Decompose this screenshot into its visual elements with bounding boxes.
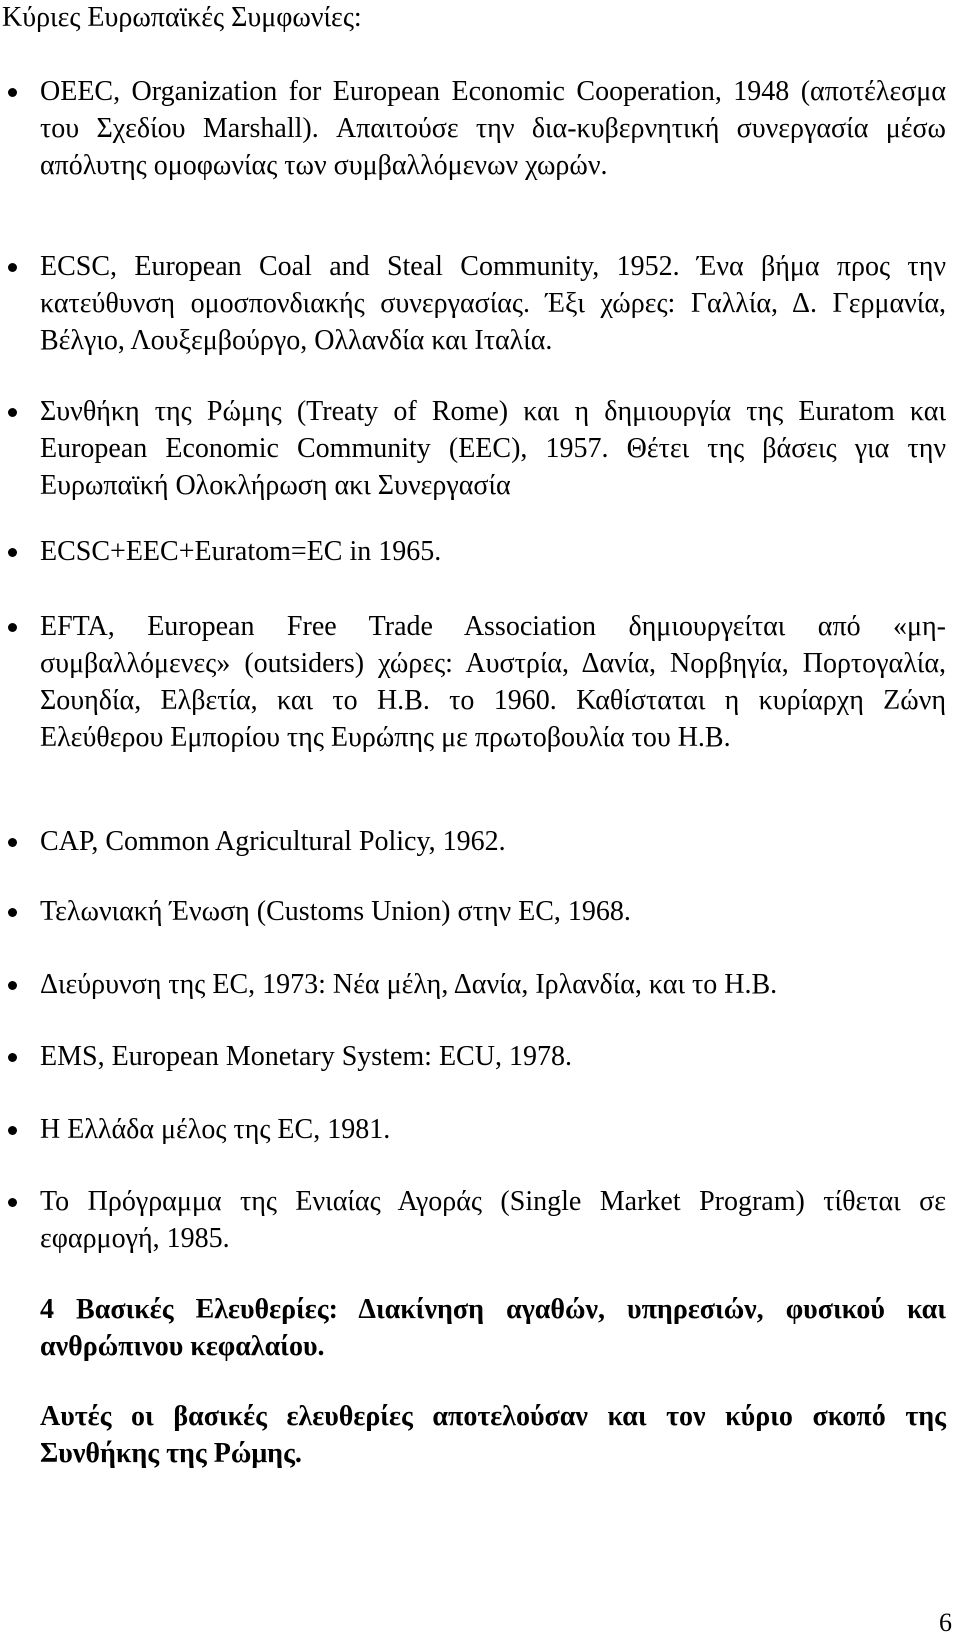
- list-item-oeec: OEEC, Organization for European Economic Cooperation, 1948 (αποτέλεσμα του Σχεδίου Marshall). Απαιτούσε την δια-κυβερνητική συνεργασία μέσω απόλυτης ομοφωνίας των συμβαλλόμενων χωρών.: [40, 73, 946, 184]
- paragraph-treaty-aims: Αυτές οι βασικές ελευθερίες αποτελούσαν και τον κύριο σκοπό της Συνθήκης της Ρώμης.: [40, 1401, 946, 1469]
- list-item-ems: EMS, European Monetary System: ECU, 1978.: [40, 1038, 946, 1075]
- list-item-customs-union: Τελωνιακή Ένωση (Customs Union) στην EC, 1968.: [40, 893, 946, 930]
- list-item-enlargement-1973: Διεύρυνση της EC, 1973: Νέα μέλη, Δανία, Ιρλανδία, και το Η.Β.: [40, 966, 946, 1003]
- paragraph-four-freedoms: 4 Βασικές Ελευθερίες: Διακίνηση αγαθών, υπηρεσιών, φυσικού και ανθρώπινου κεφαλαίου.: [40, 1294, 946, 1362]
- page-title: Κύριες Ευρωπαϊκές Συμφωνίες:: [2, 2, 362, 33]
- list-item-cap: CAP, Common Agricultural Policy, 1962.: [40, 823, 946, 860]
- list-item-ecsc: ECSC, European Coal and Steal Community, 1952. Ένα βήμα προς την κατεύθυνση ομοσπονδιακής συνεργασίας. Έξι χώρες: Γαλλία, Δ. Γερμανία, Βέλγιο, Λουξεμβούργο, Ολλανδία και Ιταλία.: [40, 248, 946, 359]
- list-item-single-market: Το Πρόγραμμα της Ενιαίας Αγοράς (Single Market Program) τίθεται σε εφαρμογή, 1985.: [40, 1183, 946, 1257]
- list-item-treaty-of-rome: Συνθήκη της Ρώμης (Treaty of Rome) και η δημιουργία της Euratom και European Economic Community (EEC), 1957. Θέτει της βάσεις για την Ευρωπαϊκή Ολοκλήρωση ακι Συνεργασία: [40, 393, 946, 504]
- list-item-efta: EFTA, European Free Trade Association δημιουργείται από «μη-συμβαλλόμενες» (outsiders) χώρες: Αυστρία, Δανία, Νορβηγία, Πορτογαλία, Σουηδία, Ελβετία, και το Η.Β. το 1960. Καθίσταται η κυρίαρχη Ζώνη Ελεύθερου Εμπορίου της Ευρώπης με πρωτοβουλία του Η.Β.: [40, 608, 946, 756]
- list-item-ec-1965: ECSC+EEC+Euratom=EC in 1965.: [40, 533, 946, 570]
- page-number: 6: [939, 1608, 952, 1637]
- list-item-greece-1981: Η Ελλάδα μέλος της EC, 1981.: [40, 1111, 946, 1148]
